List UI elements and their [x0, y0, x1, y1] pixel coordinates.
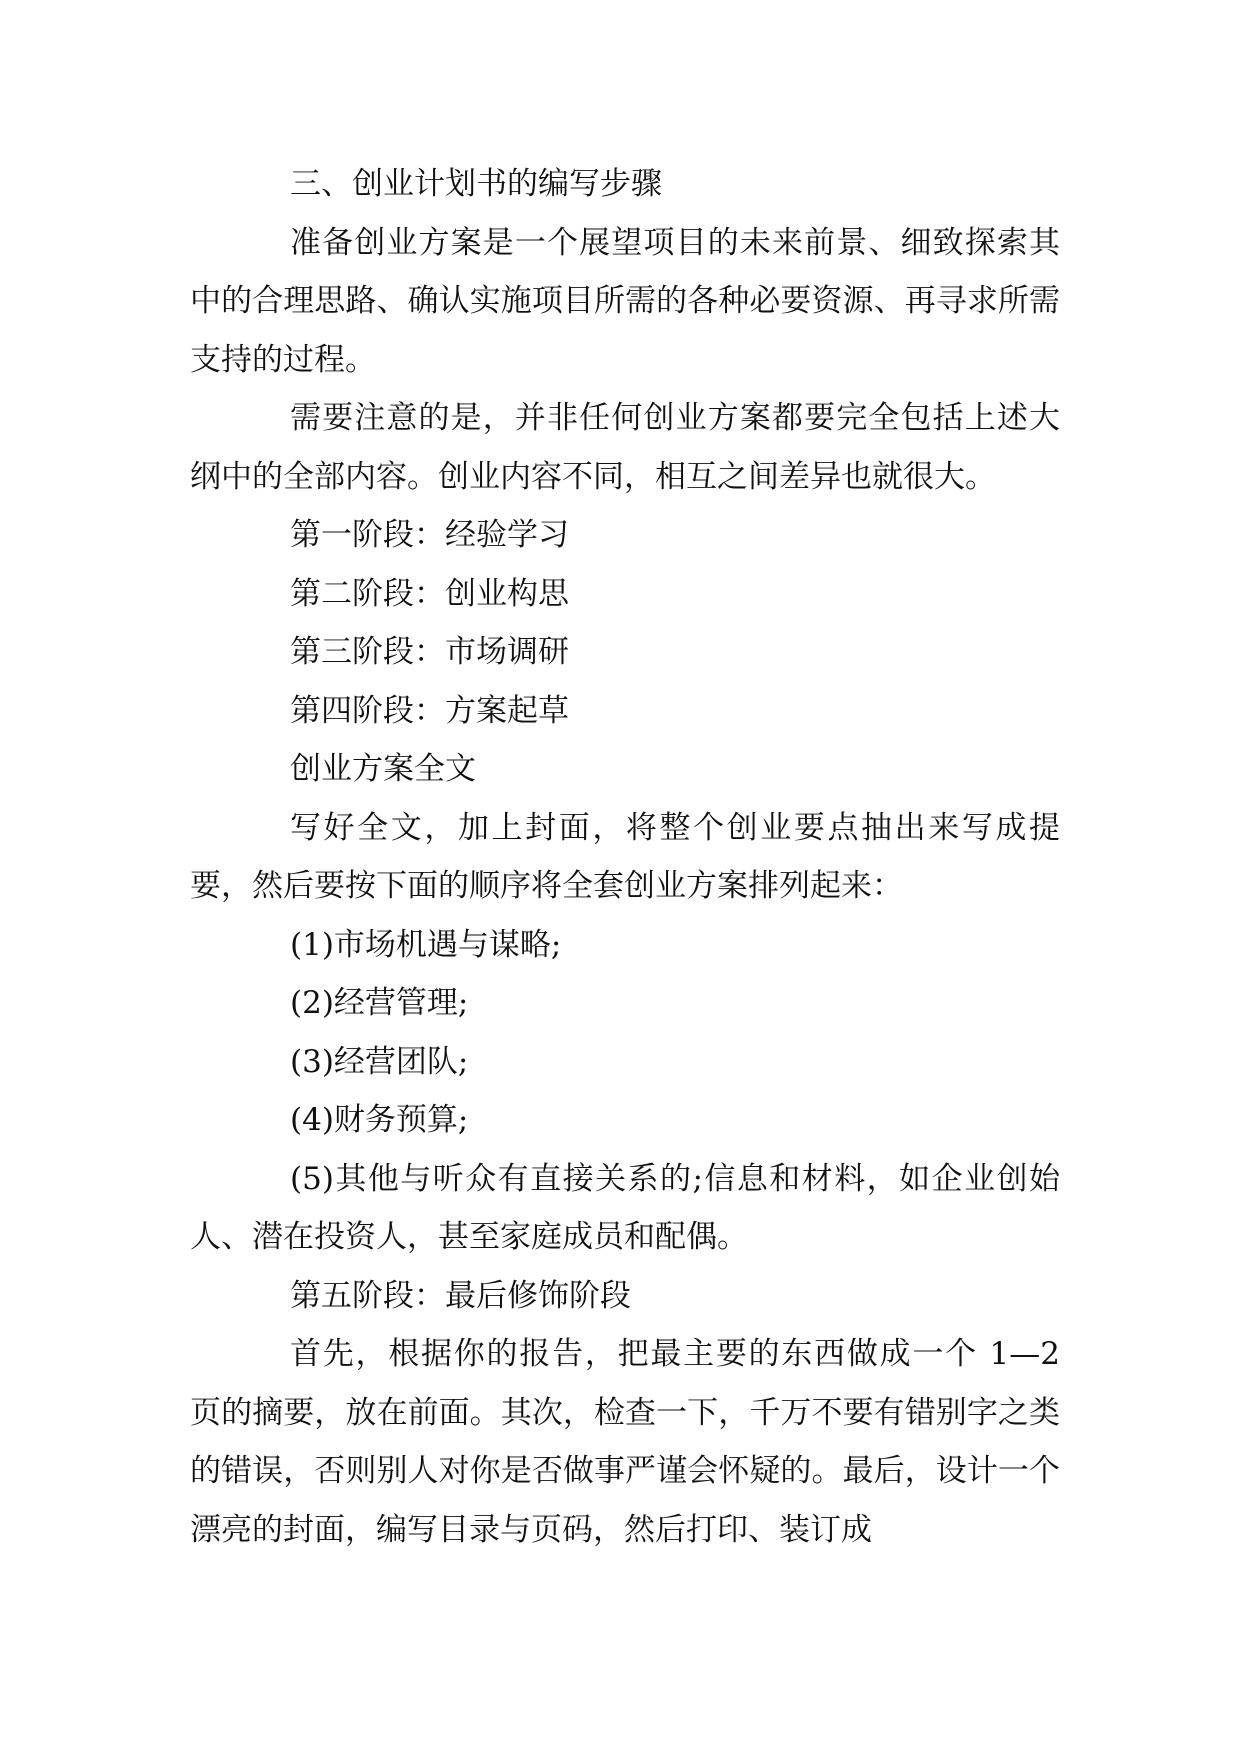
stage-4: 第四阶段：方案起草: [290, 692, 569, 729]
stage-2: 第二阶段：创业构思: [290, 575, 569, 612]
section-heading: 三、创业计划书的编写步骤: [290, 166, 662, 202]
paragraph-note: 需要注意的是，并非任何创业方案都要完全包括上述大纲中的全部内容。创业内容不同，相互之间差异也就很大。: [190, 400, 1060, 495]
list-item-4: (4)财务预算;: [290, 1102, 469, 1138]
paragraph-final: 首先，根据你的报告，把最主要的东西做成一个 1—2 页的摘要，放在前面。其次，检查一下，千万不要有错别字之类的错误，否则别人对你是否做事严谨会怀疑的。最后，设计一个漂亮的封面，编写目录与页码，然后打印、装订成: [190, 1336, 1060, 1548]
paragraph-intro: 准备创业方案是一个展望项目的未来前景、细致探索其中的合理思路、确认实施项目所需的各种必要资源、再寻求所需支持的过程。: [190, 224, 1060, 378]
list-item-2: (2)经营管理;: [290, 985, 469, 1021]
stage-1: 第一阶段：经验学习: [290, 517, 569, 553]
list-item-1: (1)市场机遇与谋略;: [290, 926, 562, 963]
stage-3: 第三阶段：市场调研: [290, 634, 569, 670]
full-text-heading: 创业方案全文: [290, 751, 476, 787]
paragraph-full-text: 写好全文，加上封面，将整个创业要点抽出来写成提要，然后要按下面的顺序将全套创业方案排列起来：: [190, 809, 1060, 904]
stage-5: 第五阶段：最后修饰阶段: [290, 1277, 631, 1314]
document-page: [190, 155, 1060, 1559]
list-item-5: (5)其他与听众有直接关系的;信息和材料，如企业创始人、潜在投资人，甚至家庭成员和配偶。: [190, 1160, 1060, 1255]
list-item-3: (3)经营团队;: [290, 1043, 469, 1080]
